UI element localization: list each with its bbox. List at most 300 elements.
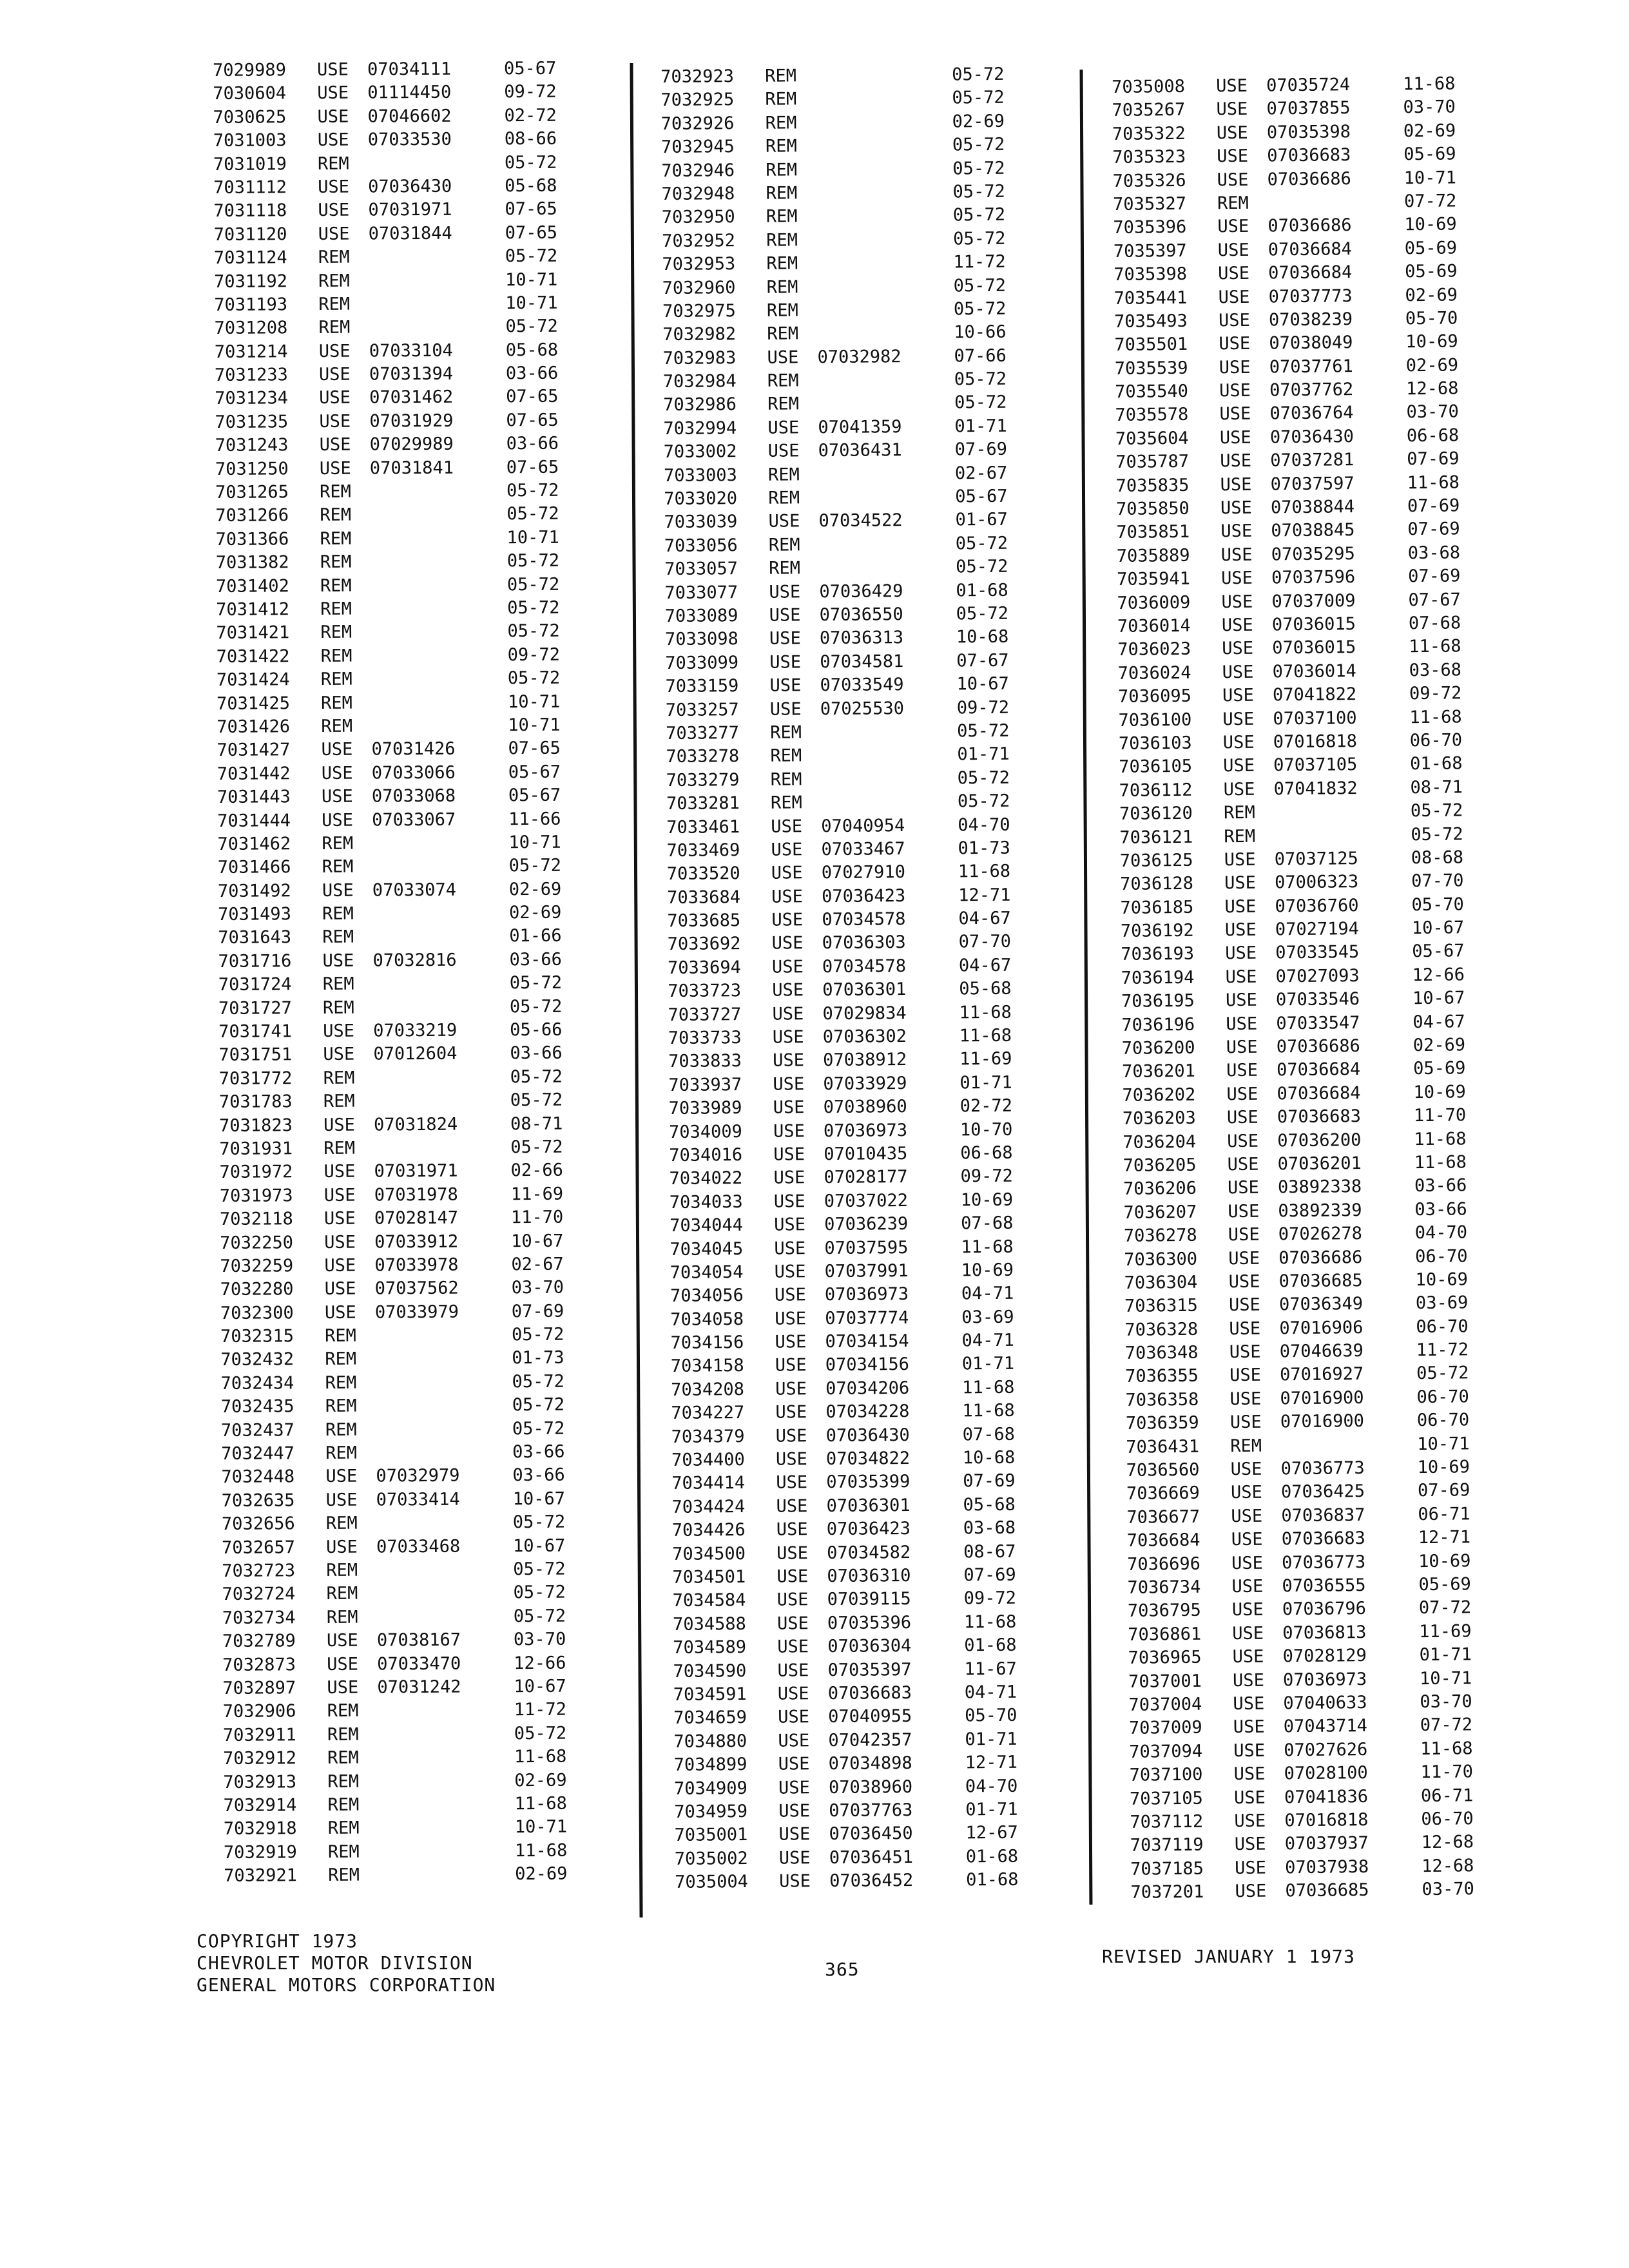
replacement-part-number: 07036686 (1276, 1036, 1360, 1057)
part-number: 7033277 (666, 723, 740, 744)
parts-row (666, 837, 1022, 863)
part-number: 7031193 (214, 294, 288, 315)
part-number: 7031265 (215, 482, 289, 503)
action-code: USE (1226, 1107, 1258, 1128)
action-code: USE (777, 1684, 809, 1704)
action-code: USE (1222, 709, 1255, 729)
action-code: USE (1227, 1178, 1260, 1198)
action-code: USE (1220, 544, 1253, 566)
part-number: 7031235 (215, 412, 289, 432)
part-number: 7031425 (217, 693, 290, 714)
parts-row (1115, 377, 1470, 404)
date-code: 12-71 (958, 885, 1011, 906)
part-number: 7032315 (220, 1326, 294, 1347)
parts-row (666, 720, 1021, 746)
replacement-part-number: 07016906 (1279, 1317, 1364, 1339)
replacement-part-number: 07036450 (829, 1823, 913, 1845)
parts-row (213, 151, 569, 177)
part-number: 7031783 (218, 1091, 293, 1113)
action-code: USE (1232, 1646, 1264, 1667)
part-number: 7032950 (661, 207, 735, 228)
date-code: 03-70 (511, 1278, 564, 1298)
parts-row (1130, 1784, 1485, 1811)
parts-row (214, 292, 570, 318)
parts-row (671, 1493, 1027, 1519)
parts-row (662, 321, 1018, 347)
date-code: 10-71 (1403, 167, 1457, 188)
date-code: 01-71 (965, 1799, 1018, 1820)
action-code: USE (323, 1185, 356, 1206)
action-code: USE (1217, 146, 1249, 167)
part-number: 7034590 (673, 1660, 747, 1682)
action-code: REM (765, 89, 797, 110)
part-number: 7031243 (215, 435, 289, 456)
action-code: REM (325, 1396, 357, 1417)
replacement-part-number (372, 918, 509, 919)
part-number: 7031443 (217, 787, 291, 808)
action-code: USE (1226, 1061, 1258, 1081)
replacement-part-number: 07035399 (826, 1472, 911, 1493)
action-code: USE (769, 698, 802, 720)
part-number: 7036014 (1117, 615, 1191, 637)
action-code: REM (322, 997, 354, 1018)
action-code: USE (773, 1074, 805, 1095)
parts-row (1120, 893, 1476, 920)
action-code: USE (1229, 1412, 1262, 1433)
part-number: 7033469 (666, 840, 740, 861)
replacement-part-number: 07037597 (1270, 473, 1354, 495)
replacement-part-number (376, 1387, 512, 1388)
date-code: 05-72 (513, 1559, 566, 1580)
replacement-part-number: 07036550 (819, 604, 903, 626)
part-number: 7035787 (1115, 452, 1190, 473)
parts-row (1120, 846, 1476, 873)
action-code: USE (777, 1637, 809, 1657)
part-number: 7031118 (213, 200, 287, 222)
action-code: USE (773, 1144, 805, 1165)
date-code: 05-72 (510, 1137, 563, 1158)
date-code: 10-68 (956, 627, 1009, 648)
part-number: 7036328 (1124, 1319, 1199, 1340)
parts-row (664, 579, 1020, 605)
date-code: 05-72 (952, 64, 1005, 85)
replacement-part-number: 07037991 (824, 1260, 909, 1282)
part-number: 7032986 (663, 394, 737, 416)
action-code: USE (1228, 1224, 1260, 1245)
date-code: 01-68 (965, 1846, 1019, 1867)
replacement-part-number: 07038912 (823, 1050, 907, 1071)
action-code: REM (767, 464, 800, 485)
date-code: 03-66 (505, 363, 559, 384)
date-code: 11-68 (1420, 1738, 1473, 1759)
part-number: 7031382 (215, 552, 289, 573)
part-number: 7034584 (672, 1590, 746, 1611)
replacement-part-number (817, 314, 954, 316)
action-code: REM (318, 247, 350, 268)
parts-row (1121, 963, 1476, 990)
action-code: USE (775, 1449, 807, 1470)
date-code: 03-70 (1403, 97, 1456, 118)
replacement-part-number: 07027910 (821, 862, 906, 883)
part-number: 7036120 (1119, 803, 1193, 825)
action-code: REM (765, 66, 797, 86)
parts-row (213, 175, 569, 200)
date-code: 07-67 (1408, 589, 1461, 610)
action-code: USE (319, 434, 351, 456)
part-number: 7032723 (222, 1561, 296, 1581)
replacement-part-number: 07036684 (1268, 262, 1353, 284)
parts-row (1121, 916, 1476, 943)
date-code: 07-65 (506, 410, 559, 431)
replacement-part-number: 07041359 (818, 416, 902, 437)
action-code: USE (1231, 1529, 1263, 1550)
parts-row (673, 1587, 1028, 1613)
date-code: 05-72 (512, 1324, 564, 1345)
part-number: 7031214 (214, 341, 288, 362)
part-number: 7032983 (662, 347, 737, 369)
date-code: 10-71 (508, 715, 561, 736)
part-number: 7034056 (670, 1285, 744, 1307)
part-number: 7036300 (1124, 1249, 1198, 1270)
action-code: USE (1224, 873, 1257, 894)
replacement-part-number: 07028100 (1284, 1763, 1368, 1784)
replacement-part-number (376, 1410, 512, 1411)
replacement-part-number (371, 707, 508, 708)
action-code: USE (326, 1537, 358, 1557)
action-code: USE (318, 224, 350, 244)
date-code: 05-72 (952, 158, 1005, 179)
replacement-part-number: 07035397 (827, 1659, 912, 1680)
replacement-part-number: 07031462 (369, 387, 454, 408)
date-code: 03-70 (513, 1629, 566, 1650)
part-number: 7034400 (671, 1450, 745, 1470)
parts-row (660, 63, 1016, 90)
parts-row (674, 1751, 1030, 1778)
date-code: 11-67 (964, 1658, 1017, 1679)
action-code: REM (767, 370, 799, 391)
parts-row (671, 1352, 1027, 1379)
date-code: 05-72 (509, 996, 563, 1017)
date-code: 07-68 (962, 1424, 1016, 1445)
date-code: 11-68 (1414, 1152, 1467, 1173)
replacement-part-number: 03892338 (1277, 1177, 1362, 1198)
action-code: USE (1231, 1553, 1264, 1573)
parts-row (218, 925, 574, 950)
date-code: 06-68 (960, 1142, 1013, 1164)
action-code: REM (326, 1584, 358, 1604)
action-code: REM (766, 253, 798, 274)
part-number: 7036112 (1119, 780, 1193, 801)
action-code: USE (1233, 1787, 1266, 1808)
action-code: USE (772, 980, 804, 1001)
parts-row (218, 878, 574, 903)
copyright-line: COPYRIGHT 1973 (197, 1930, 358, 1952)
part-number: 7031444 (217, 810, 291, 831)
action-code: USE (322, 810, 354, 831)
part-number: 7035396 (1113, 217, 1187, 238)
replacement-part-number: 07039115 (827, 1589, 911, 1610)
action-code: REM (766, 230, 798, 251)
replacement-part-number (375, 1340, 512, 1341)
replacement-part-number: 07036304 (827, 1636, 912, 1657)
parts-row (219, 1159, 575, 1185)
part-number: 7034058 (670, 1309, 744, 1330)
part-number: 7034659 (673, 1707, 747, 1729)
part-number: 7033089 (664, 606, 738, 626)
action-code: USE (1234, 1858, 1267, 1878)
part-number: 7031442 (217, 764, 291, 784)
part-number: 7033020 (664, 488, 738, 510)
date-code: 10-69 (1417, 1457, 1470, 1478)
parts-row (669, 1165, 1025, 1191)
date-code: 01-68 (1410, 753, 1463, 774)
parts-row (1123, 1104, 1478, 1131)
replacement-part-number: 07038844 (1270, 497, 1355, 518)
action-code: USE (327, 1654, 359, 1675)
date-code: 12-67 (965, 1823, 1018, 1843)
part-number: 7031931 (219, 1139, 293, 1159)
action-code: USE (771, 957, 804, 977)
parts-row (215, 479, 571, 505)
part-number: 7033003 (663, 465, 737, 486)
date-code: 07-72 (1418, 1597, 1472, 1619)
parts-row (220, 1206, 575, 1232)
part-number: 7037100 (1129, 1764, 1203, 1785)
replacement-part-number: 07033104 (369, 340, 453, 361)
part-number: 7036315 (1124, 1296, 1198, 1317)
date-code: 10-67 (1411, 918, 1465, 939)
replacement-part-number: 07036015 (1271, 614, 1356, 635)
replacement-part-number: 07034156 (825, 1354, 910, 1376)
part-number: 7032952 (662, 230, 736, 251)
action-code: USE (767, 418, 800, 438)
parts-row (218, 995, 574, 1021)
parts-row (1124, 1245, 1480, 1272)
parts-row (1119, 823, 1475, 850)
part-number: 7037201 (1130, 1881, 1204, 1903)
parts-row (670, 1329, 1026, 1356)
date-code: 07-70 (1411, 870, 1464, 892)
column-divider (630, 63, 642, 1917)
date-code: 11-72 (514, 1700, 567, 1720)
parts-row (666, 813, 1022, 840)
replacement-part-number (374, 1082, 510, 1083)
parts-row (1130, 1878, 1486, 1905)
action-code: USE (1216, 122, 1248, 144)
parts-row (1127, 1573, 1483, 1600)
parts-row (664, 555, 1020, 582)
parts-row (1122, 1033, 1478, 1061)
part-number: 7036009 (1117, 592, 1191, 613)
date-code: 12-68 (1421, 1832, 1474, 1853)
parts-row (1117, 588, 1472, 615)
part-number: 7034158 (670, 1356, 744, 1377)
part-number: 7034208 (671, 1379, 745, 1400)
action-code: USE (1216, 75, 1248, 97)
replacement-part-number (821, 807, 958, 809)
part-number: 7036194 (1121, 967, 1195, 988)
date-code: 05-67 (508, 762, 561, 782)
action-code: USE (319, 458, 351, 479)
replacement-part-number: 07033545 (1275, 942, 1360, 963)
part-number: 7036207 (1123, 1202, 1197, 1223)
action-code: REM (766, 206, 798, 227)
part-number: 7034022 (669, 1168, 743, 1189)
action-code: REM (770, 793, 802, 813)
date-code: 02-69 (514, 1770, 567, 1791)
part-number: 7036734 (1127, 1577, 1201, 1598)
action-code: REM (1224, 826, 1256, 847)
parts-row (661, 110, 1017, 136)
parts-row (668, 1048, 1024, 1074)
part-number: 7036278 (1123, 1225, 1197, 1247)
date-code: 05-70 (1411, 894, 1464, 915)
action-code: USE (776, 1590, 809, 1611)
part-number: 7032984 (662, 371, 737, 392)
action-code: USE (1219, 427, 1251, 448)
parts-row (223, 1698, 579, 1724)
part-number: 7035398 (1113, 264, 1188, 285)
replacement-part-number: 07036686 (1268, 215, 1352, 236)
parts-row (1127, 1526, 1483, 1553)
action-code: USE (1219, 404, 1251, 425)
replacement-part-number: 07037125 (1274, 848, 1358, 870)
part-number: 7034591 (673, 1684, 747, 1705)
parts-row (1119, 799, 1475, 826)
replacement-part-number: 07033468 (376, 1536, 461, 1557)
parts-row (1119, 729, 1474, 756)
date-code: 07-70 (958, 932, 1012, 952)
replacement-part-number: 07037105 (1273, 754, 1358, 776)
replacement-part-number: 07037763 (829, 1800, 913, 1821)
replacement-part-number: 07040954 (821, 815, 905, 836)
date-code: 10-71 (514, 1816, 568, 1838)
parts-row (1112, 96, 1467, 123)
parts-row (1127, 1550, 1483, 1577)
replacement-part-number: 07016927 (1279, 1364, 1364, 1385)
replacement-part-number: 07031242 (377, 1677, 461, 1698)
date-code: 05-72 (953, 275, 1007, 296)
part-number: 7036103 (1118, 733, 1192, 754)
replacement-part-number: 07040633 (1283, 1692, 1367, 1714)
action-code: USE (323, 1044, 355, 1065)
action-code: REM (320, 575, 352, 596)
part-number: 7034016 (669, 1145, 743, 1166)
parts-row (673, 1610, 1028, 1637)
part-number: 7035941 (1117, 568, 1191, 590)
parts-row (214, 245, 570, 271)
replacement-part-number: 07036431 (818, 440, 902, 461)
parts-row (213, 104, 568, 130)
date-code: 05-72 (952, 134, 1005, 155)
action-code: REM (320, 669, 352, 690)
action-code: USE (773, 1168, 805, 1189)
date-code: 03-66 (506, 433, 559, 454)
action-code: REM (323, 1091, 355, 1112)
part-number: 7031741 (218, 1021, 293, 1042)
action-code: REM (327, 1818, 360, 1839)
part-number: 7031716 (218, 951, 292, 972)
action-code: USE (769, 581, 801, 602)
replacement-part-number: 07043714 (1283, 1716, 1368, 1737)
part-number: 7032447 (221, 1443, 295, 1465)
parts-row (670, 1188, 1025, 1215)
part-number: 7031366 (215, 529, 289, 550)
date-code: 10-70 (959, 1119, 1013, 1140)
parts-row (222, 1581, 577, 1607)
part-number: 7031973 (219, 1186, 293, 1206)
action-code: USE (771, 886, 804, 907)
part-number: 7032982 (662, 324, 737, 345)
date-code: 02-72 (959, 1095, 1013, 1117)
part-number: 7031492 (217, 880, 291, 901)
date-code: 02-67 (954, 463, 1008, 484)
parts-row (1128, 1690, 1484, 1717)
parts-row (1116, 518, 1472, 545)
action-code: REM (325, 1443, 358, 1464)
parts-row (1122, 1081, 1478, 1108)
parts-row (666, 743, 1021, 769)
part-number: 7036202 (1122, 1084, 1196, 1106)
replacement-part-number (817, 338, 954, 340)
replacement-part-number (368, 168, 505, 169)
parts-row (674, 1821, 1030, 1848)
part-number: 7035501 (1114, 334, 1188, 356)
action-code: REM (325, 1325, 356, 1347)
part-number: 7036185 (1120, 897, 1194, 918)
replacement-part-number: 07036685 (1278, 1270, 1363, 1292)
parts-row (220, 1323, 576, 1349)
part-number: 7031751 (218, 1044, 293, 1066)
date-code: 10-71 (508, 691, 561, 712)
part-number: 7036206 (1123, 1178, 1197, 1200)
replacement-part-number: 07036555 (1282, 1575, 1366, 1597)
date-code: 07-69 (963, 1471, 1016, 1492)
parts-row (664, 461, 1019, 488)
parts-row (669, 1142, 1025, 1168)
replacement-part-number (378, 1856, 515, 1857)
part-number: 7033833 (668, 1051, 742, 1072)
parts-row (219, 1136, 575, 1162)
date-code: 11-68 (959, 1025, 1012, 1046)
replacement-part-number: 07036425 (1280, 1481, 1365, 1503)
date-code: 07-72 (1403, 191, 1457, 212)
part-number: 7031493 (218, 904, 291, 925)
action-code: USE (776, 1472, 808, 1494)
action-code: USE (1217, 169, 1249, 190)
part-number: 7036201 (1122, 1061, 1196, 1082)
date-code: 12-71 (1418, 1527, 1471, 1548)
date-code: 02-69 (1405, 284, 1458, 305)
part-number: 7034909 (673, 1778, 747, 1799)
date-code: 06-70 (1415, 1245, 1468, 1267)
date-code: 11-70 (510, 1207, 564, 1228)
part-number: 7035004 (675, 1872, 749, 1892)
parts-row (222, 1487, 577, 1513)
date-code: 05-67 (504, 58, 557, 79)
date-code: 03-68 (1409, 660, 1462, 680)
part-number: 7033989 (668, 1098, 742, 1119)
part-number: 7032926 (660, 113, 735, 134)
parts-row (214, 268, 570, 294)
action-code: USE (1225, 990, 1257, 1011)
action-code: REM (1230, 1436, 1262, 1456)
parts-row (213, 128, 569, 153)
replacement-part-number (815, 104, 952, 105)
part-number: 7035441 (1113, 287, 1188, 309)
part-number: 7031643 (218, 927, 292, 948)
date-code: 10-68 (962, 1447, 1016, 1468)
